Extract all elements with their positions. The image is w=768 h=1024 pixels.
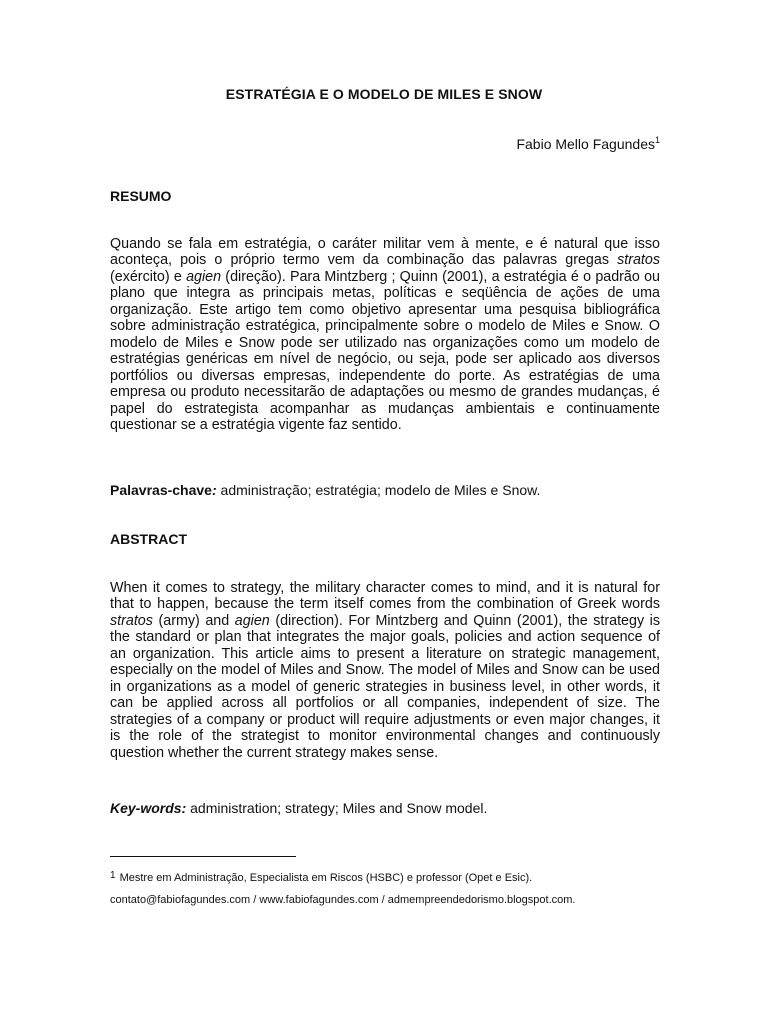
resumo-paragraph (110, 236, 660, 433)
author-line (516, 136, 660, 152)
abstract-term-agien: agien (234, 612, 270, 629)
resumo-text-1: Quando se fala em estratégia, o caráter militar vem à mente, e é natural que isso aconteça, pois o próprio termo vem da combinação das palavras gregas (110, 236, 660, 269)
key-words-line (110, 800, 487, 816)
footnote-divider (110, 856, 296, 857)
footnote-line-2: contato@fabiofagundes.com / www.fabiofagundes.com / admempreendedorismo.blogspot.com. (110, 894, 576, 906)
abstract-text-2: (army) and (152, 612, 235, 629)
resumo-heading: RESUMO (110, 188, 172, 204)
abstract-text-1: When it comes to strategy, the military character comes to mind, and it is natural for that to happen, because the term itself comes from the combination of Greek words (110, 580, 660, 613)
palavras-chave-line (110, 482, 540, 498)
footnote-line-1 (110, 872, 532, 884)
abstract-text-3: (direction). For Mintzberg and Quinn (2001), the strategy is the standard or plan that integrates the major goals, policies and action sequence of an organization. This article aims to present a literature on strategic management, especially on the model of Miles and Snow. The model of Miles and Snow can be used in organizations as a model of generic strategies in business level, in other words, it can be applied across all portfolios or all companies, independent of size. The strategies of a company or product will require adjustments or even major changes, it is the role of the strategist to monitor environmental changes and continuously question whether the current strategy makes sense. (110, 612, 660, 761)
abstract-paragraph (110, 580, 660, 761)
abstract-term-stratos: stratos (110, 612, 153, 629)
key-words-text: administration; strategy; Miles and Snow model. (186, 800, 488, 816)
author-name: Fabio Mello Fagundes (516, 136, 655, 152)
palavras-chave-text: administração; estratégia; modelo de Miles e Snow. (216, 482, 541, 498)
footnote-text-1: Mestre em Administração, Especialista em Riscos (HSBC) e professor (Opet e Esic). (119, 872, 533, 884)
palavras-chave-colon: : (211, 482, 217, 498)
footnote-mark: 1 (110, 870, 116, 881)
resumo-term-stratos: stratos (617, 252, 660, 269)
resumo-text-3: (direção). Para Mintzberg ; Quinn (2001), a estratégia é o padrão ou plano que integra as principais metas, políticas e seqüência de ações de uma organização. Este artigo tem como objetivo apresentar uma pesquisa bibliográfica sobre administração estratégica, principalmente sobre o modelo de Miles e Snow. O modelo de Miles e Snow pode ser utilizado nas organizações como um modelo de estratégias genéricas em nível de negócio, ou seja, pode ser aplicado aos diversos portfólios ou diversas empresas, independente do porte. As estratégias de uma empresa ou produto necessitarão de adaptações ou mesmo de grandes mudanças, é papel do estrategista acompanhar as mudanças ambientais e continuamente questionar se a estratégia vigente faz sentido. (110, 268, 660, 433)
abstract-heading: ABSTRACT (110, 531, 187, 547)
palavras-chave-label: Palavras-chave (110, 482, 212, 498)
resumo-term-agien: agien (186, 268, 222, 285)
paper-title: ESTRATÉGIA E O MODELO DE MILES E SNOW (225, 86, 543, 102)
resumo-text-2: (exército) e (110, 268, 187, 285)
author-footnote-mark: 1 (654, 135, 660, 145)
key-words-label: Key-words: (110, 800, 187, 816)
